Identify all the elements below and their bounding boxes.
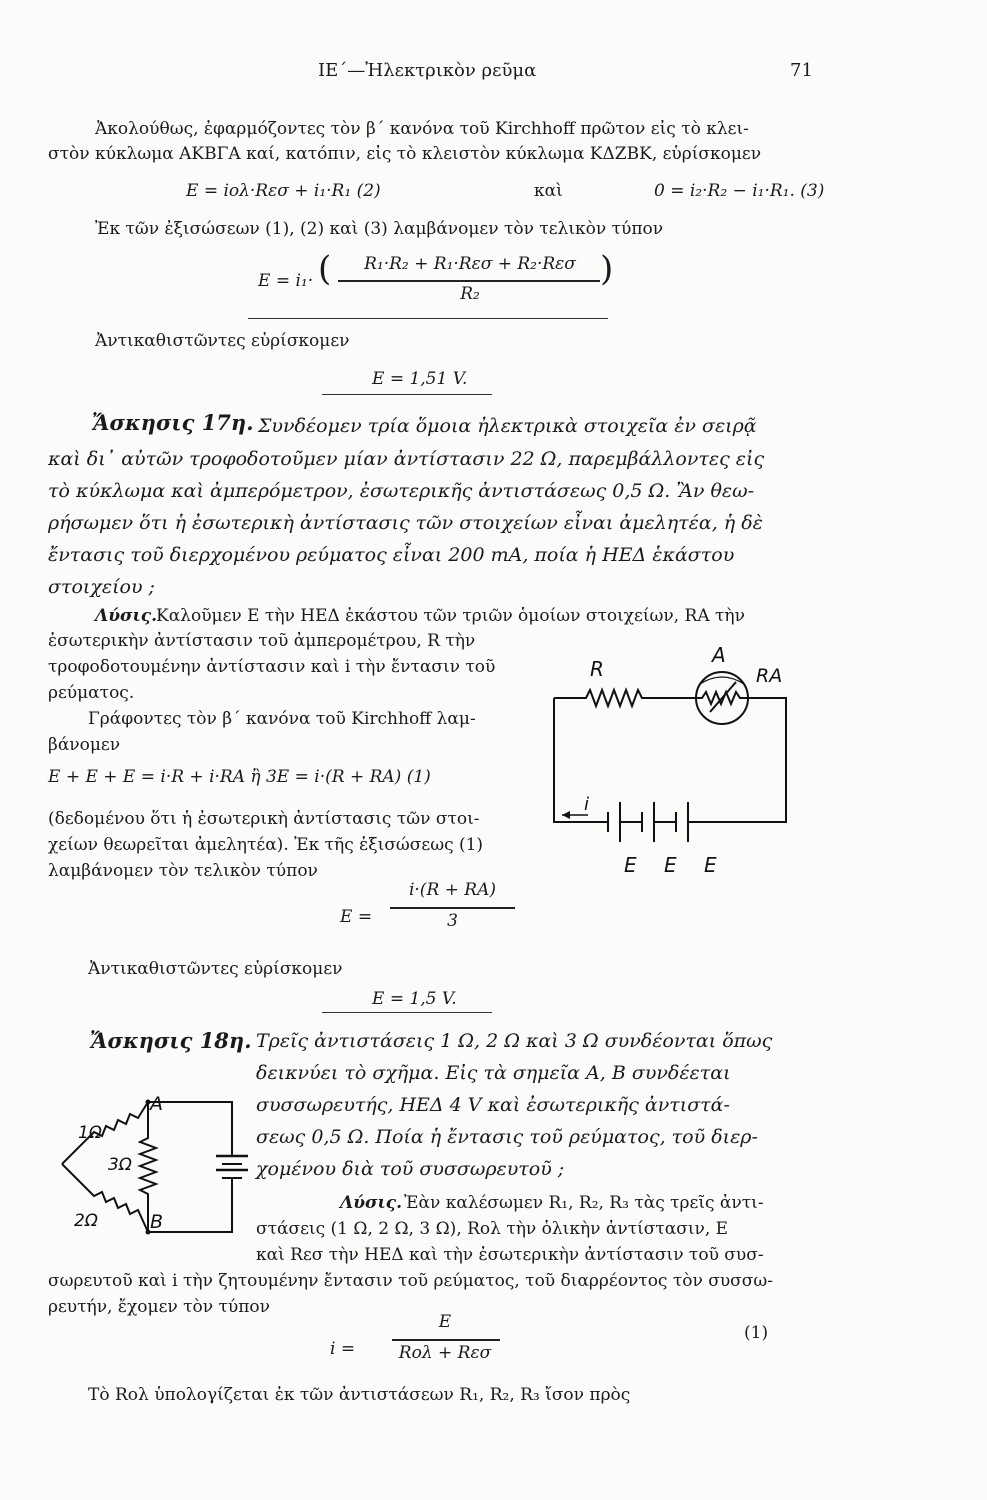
- ex17-solution-3: τροφοδοτουμένην ἀντίστασιν καὶ i τὴν ἔντασιν τοῦ: [48, 657, 496, 677]
- ex17-note-3: λαμβάνομεν τὸν τελικὸν τύπον: [48, 861, 318, 881]
- substituting-text-1: Ἀντικαθιστῶντες εὑρίσκομεν: [95, 331, 350, 351]
- ex17-final-numerator: i·(R + RA): [408, 880, 497, 900]
- ex18-formula-number: (1): [744, 1323, 769, 1343]
- ex17-final-lhs: E =: [340, 907, 373, 927]
- ex17-solution-5: Γράφοντες τὸν β΄ κανόνα τοῦ Kirchhoff λαμ-: [88, 709, 476, 729]
- ex18-solution-1: Ἐὰν καλέσωμεν R₁, R₂, R₃ τὰς τρεῖς ἀντι-: [404, 1193, 764, 1213]
- cell-1: [608, 802, 620, 842]
- resistor-1ohm: [62, 1102, 148, 1164]
- ex17-solution-1: Καλοῦμεν E τὴν ΗΕΔ ἑκάστου τῶν τριῶν ὁμοίων στοιχείων, RA τὴν: [156, 606, 745, 626]
- equation-2: E = iολ·Rεσ + i₁·R₁ (2): [186, 181, 381, 201]
- ex17-line-4: ρήσωμεν ὅτι ἡ ἐσωτερικὴ ἀντίστασις τῶν στοιχείων εἶναι ἀμελητέα, ἡ δὲ: [48, 512, 763, 534]
- ex18-line-5: χομένου διὰ τοῦ συσσωρευτοῦ ;: [256, 1158, 565, 1180]
- label-a-18: A: [150, 1093, 163, 1115]
- label-e2: E: [664, 853, 677, 877]
- ex18-last-line: Τὸ Rολ ὑπολογίζεται ἐκ τῶν ἀντιστάσεων R₁, R₂, R₃ ἴσον πρὸς: [88, 1385, 631, 1405]
- paren-close: ): [600, 249, 614, 289]
- ex17-note-1: (δεδομένου ὅτι ἡ ἐσωτερικὴ ἀντίστασις τῶν στοι-: [48, 809, 480, 829]
- circuit-diagram-18: [52, 1088, 252, 1256]
- result-2: E = 1,5 V.: [372, 989, 457, 1009]
- ex18-formula-denominator: Rολ + Rεσ: [398, 1343, 492, 1363]
- from-equations-text: Ἐκ τῶν ἐξισώσεων (1), (2) καὶ (3) λαμβάνομεν τὸν τελικὸν τύπον: [95, 219, 664, 239]
- ex18-line-4: σεως 0,5 Ω. Ποία ἡ ἔντασις τοῦ ρεύματος, τοῦ διερ-: [256, 1126, 758, 1148]
- result-1-rule: [322, 394, 492, 395]
- label-1ohm: 1Ω: [78, 1123, 102, 1143]
- intro-line-1: Ἀκολούθως, ἐφαρμόζοντες τὸν β΄ κανόνα τοῦ Kirchhoff πρῶτον εἰς τὸ κλει-: [95, 119, 749, 139]
- ex18-line-3: συσσωρευτής, ΗΕΔ 4 V καὶ ἐσωτερικῆς ἀντιστά-: [256, 1094, 730, 1116]
- substituting-text-2: Ἀντικαθιστῶντες εὑρίσκομεν: [88, 959, 343, 979]
- final-formula-denominator: R₂: [460, 284, 480, 304]
- ex17-solution-6: βάνομεν: [48, 735, 121, 755]
- ex18-solution-2: στάσεις (1 Ω, 2 Ω, 3 Ω), Rολ τὴν ὁλικὴν ἀντίστασιν, E: [256, 1219, 729, 1239]
- label-e3: E: [704, 853, 717, 877]
- ex17-line-5: ἔντασις τοῦ διερχομένου ρεύματος εἶναι 200 mA, ποία ἡ ΗΕΔ ἑκάστου: [48, 544, 735, 566]
- ex17-final-denominator: 3: [447, 911, 458, 931]
- ex17-line-3: τὸ κύκλωμα καὶ ἀμπερόμετρον, ἐσωτερικῆς ἀντιστάσεως 0,5 Ω. Ἂν θεω-: [48, 480, 754, 502]
- cell-2: [642, 802, 654, 842]
- page-number: 71: [790, 60, 813, 81]
- wire-right: [705, 698, 786, 822]
- label-i: i: [584, 794, 590, 815]
- label-2ohm: 2Ω: [74, 1211, 98, 1231]
- final-formula-bar: [338, 280, 600, 282]
- current-arrow-head: [562, 811, 570, 819]
- highlight-rule: [248, 318, 608, 319]
- result-2-rule: [322, 1012, 492, 1013]
- label-ra: RA: [756, 665, 783, 687]
- ex18-line-2: δεικνύει τὸ σχῆμα. Εἰς τὰ σημεῖα Α, Β συνδέεται: [256, 1062, 731, 1084]
- exercise-17-heading: Ἄσκησις 17η.: [92, 410, 254, 435]
- ex17-line-2: καὶ δι᾽ αὐτῶν τροφοδοτοῦμεν μίαν ἀντίστασιν 22 Ω, παρεμβάλλοντες εἰς: [48, 448, 765, 470]
- ex17-solution-4: ρεύματος.: [48, 683, 135, 703]
- ex17-line-1: Συνδέομεν τρία ὅμοια ἠλεκτρικὰ στοιχεῖα ἐν σειρᾷ: [258, 415, 757, 437]
- ex17-solution-label: Λύσις.: [95, 606, 158, 626]
- ex18-formula-lhs: i =: [330, 1339, 356, 1359]
- equation-3: 0 = i₂·R₂ − i₁·R₁. (3): [654, 181, 825, 201]
- ex18-formula-bar: [392, 1339, 500, 1341]
- paren-open: (: [318, 249, 332, 289]
- ex18-solution-5: ρευτήν, ἔχομεν τὸν τύπον: [48, 1297, 270, 1317]
- final-formula-lhs: E = i₁·: [258, 271, 314, 291]
- label-r: R: [590, 657, 604, 681]
- ex18-solution-4: σωρευτοῦ καὶ i τὴν ζητουμένην ἔντασιν τοῦ ρεύματος, τοῦ διαρρέοντος τὸν συσσω-: [48, 1271, 773, 1291]
- ex18-solution-label: Λύσις.: [340, 1193, 403, 1213]
- resistor-r: [554, 690, 690, 706]
- ex17-line-6: στοιχείου ;: [48, 576, 155, 598]
- ex17-final-bar: [390, 907, 515, 909]
- ex18-solution-3: καὶ Rεσ τὴν ΗΕΔ καὶ τὴν ἐσωτερικὴν ἀντίστασιν τοῦ συσ-: [256, 1245, 764, 1265]
- intro-line-2: στὸν κύκλωμα ΑΚΒΓΑ καί, κατόπιν, εἰς τὸ κλειστὸν κύκλωμα ΚΔΖΒΚ, εὑρίσκομεν: [48, 144, 762, 164]
- equation-and: καὶ: [534, 181, 563, 201]
- ex18-line-1: Τρεῖς ἀντιστάσεις 1 Ω, 2 Ω καὶ 3 Ω συνδέονται ὅπως: [256, 1030, 773, 1052]
- ex18-formula-numerator: E: [438, 1312, 452, 1332]
- exercise-18-heading: Ἄσκησις 18η.: [90, 1028, 252, 1053]
- result-1: E = 1,51 V.: [372, 369, 468, 389]
- ex17-equation-1: E + E + E = i·R + i·RA ἢ 3E = i·(R + RA) (1): [48, 767, 431, 787]
- ex17-solution-2: ἐσωτερικὴν ἀντίστασιν τοῦ ἀμπερομέτρου, R τὴν: [48, 631, 476, 651]
- label-b-18: B: [150, 1211, 164, 1233]
- label-3ohm: 3Ω: [108, 1155, 132, 1175]
- cell-3: [676, 802, 688, 842]
- wire-left: [554, 698, 608, 822]
- running-header: ΙΕ΄—Ἠλεκτρικὸν ρεῦμα: [318, 60, 537, 81]
- label-a: A: [712, 643, 726, 667]
- final-formula-numerator: R₁·R₂ + R₁·Rεσ + R₂·Rεσ: [364, 254, 576, 274]
- ex17-note-2: χείων θεωρεῖται ἀμελητέα). Ἐκ τῆς ἐξισώσεως (1): [48, 835, 484, 855]
- circuit-diagram-17: [540, 640, 800, 880]
- label-e1: E: [624, 853, 637, 877]
